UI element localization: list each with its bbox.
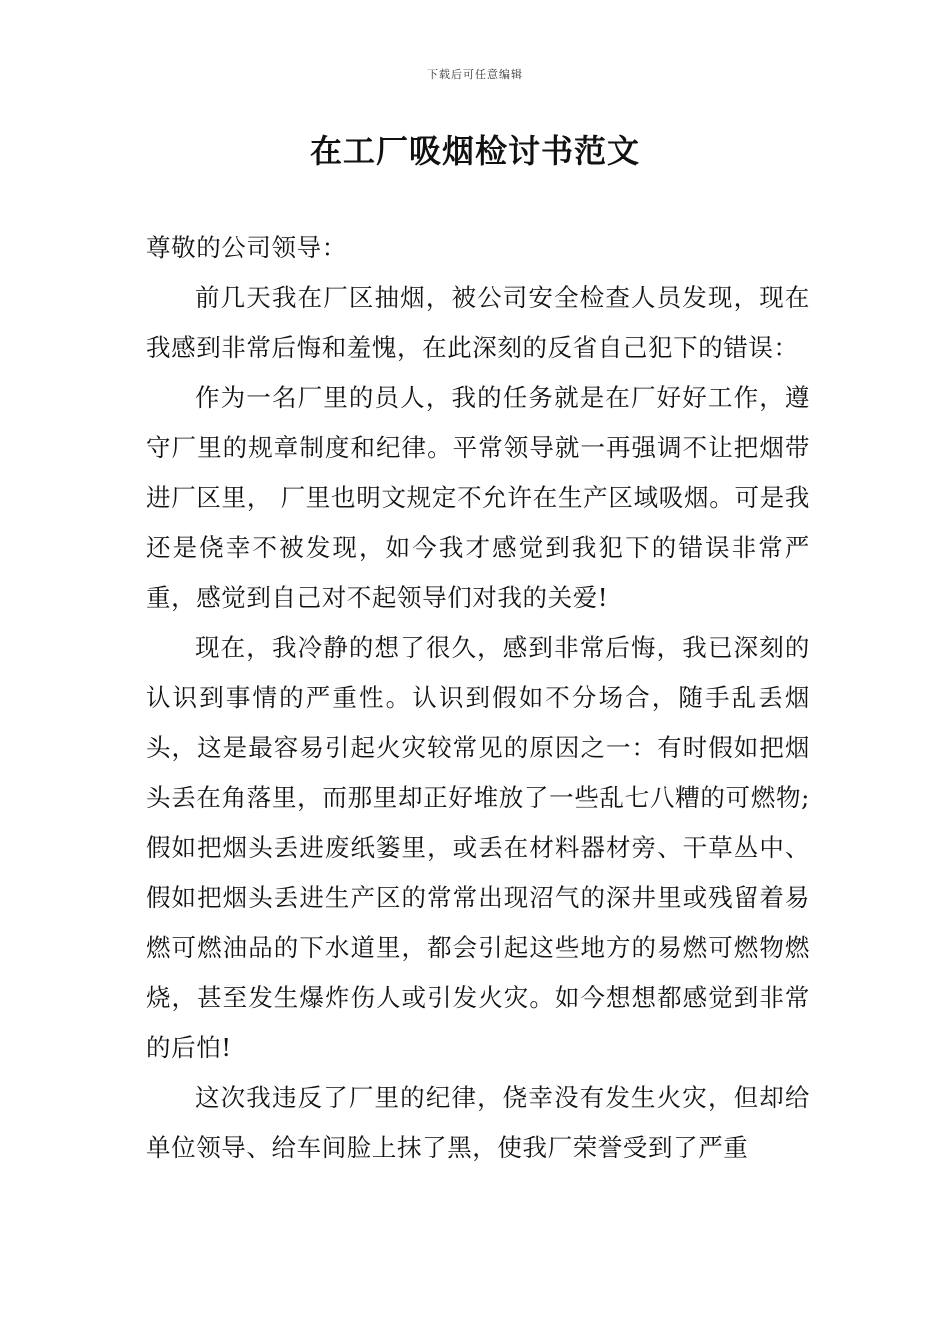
document-body [146, 223, 810, 1173]
paragraph-2: 作为一名厂里的员人，我的任务就是在厂好好工作，遵守厂里的规章制度和纪律。平常领导就一再强调不让把烟带进厂区里， 厂里也明文规定不允许在生产区域吸烟。可是我还是侥幸不被发现，如今我才感觉到我犯下的错误非常严重，感觉到自己对不起领导们对我的关爱! [146, 383, 810, 612]
salutation: 尊敬的公司领导： [146, 233, 347, 262]
paragraph-1: 前几天我在厂区抽烟，被公司安全检查人员发现，现在我感到非常后悔和羞愧，在此深刻的反省自己犯下的错误： [146, 283, 810, 362]
paragraph-3: 现在，我冷静的想了很久，感到非常后悔，我已深刻的认识到事情的严重性。认识到假如不分场合，随手乱丢烟头，这是最容易引起火灾较常见的原因之一：有时假如把烟头丢在角落里，而那里却正好堆放了一些乱七八糟的可燃物;假如把烟头丢进废纸篓里，或丢在材料器材旁、干草丛中、假如把烟头丢进生产区的常常出现沼气的深井里或残留着易燃可燃油品的下水道里，都会引起这些地方的易燃可燃物燃烧，甚至发生爆炸伤人或引发火灾。如今想想都感觉到非常的后怕! [146, 633, 810, 1062]
document-title: 在工厂吸烟检讨书范文 [309, 132, 640, 170]
paragraph-4: 这次我违反了厂里的纪律，侥幸没有发生火灾，但却给单位领导、给车间脸上抹了黑，使我厂荣誉受到了严重 [146, 1083, 810, 1162]
header-note: 下载后可任意编辑 [427, 68, 523, 81]
